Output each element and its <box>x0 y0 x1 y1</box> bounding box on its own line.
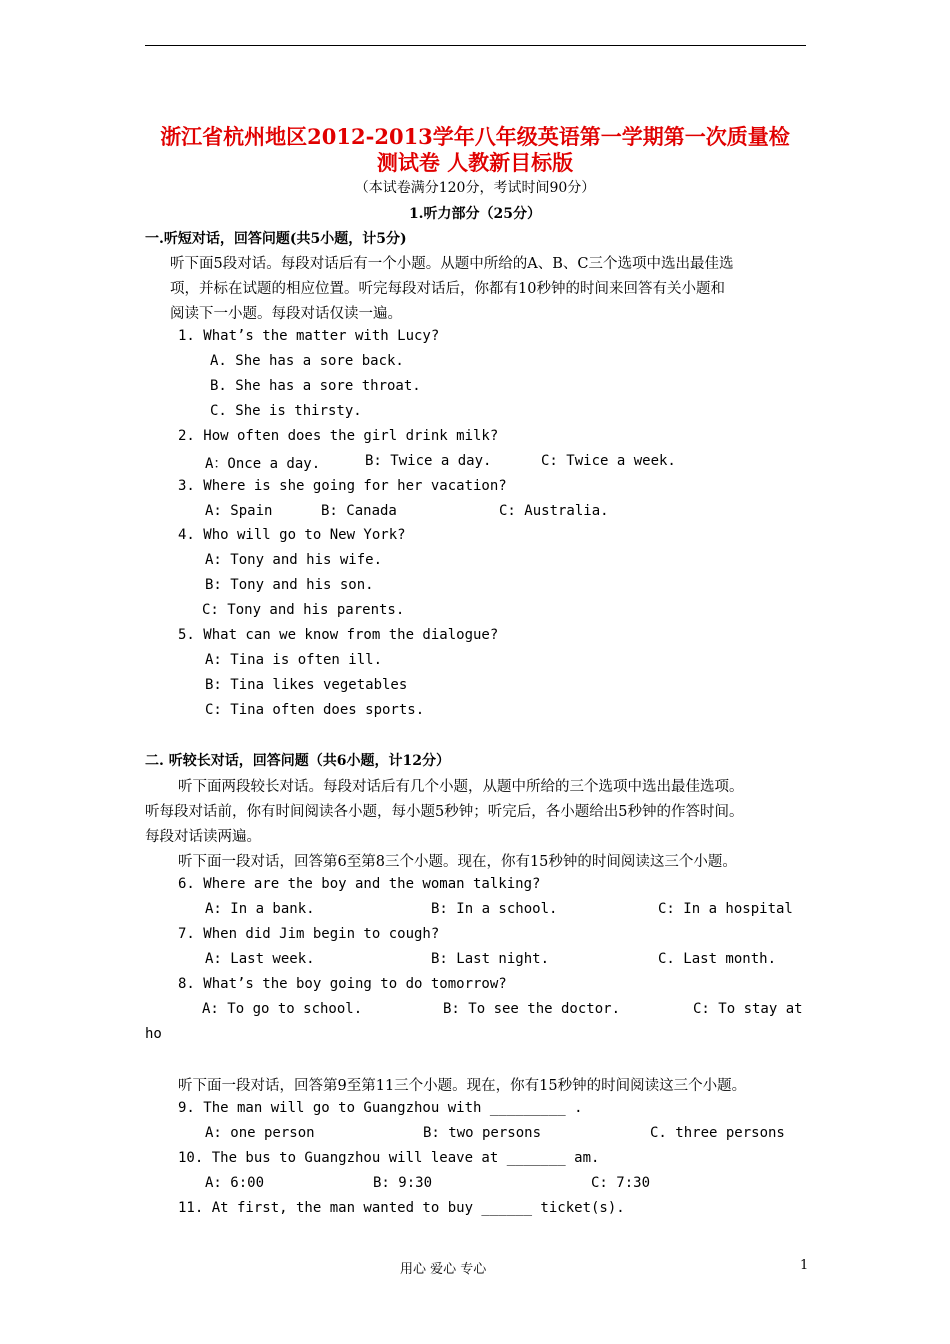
question-3-option-a: A: Spain <box>205 503 273 519</box>
question-6-option-a: A: In a bank. <box>205 901 315 917</box>
section-2-intro-line: 听下面两段较长对话。每段对话后有几个小题，从题中所给的三个选项中选出最佳选项。 <box>178 779 744 795</box>
question-2-option-c: C: Twice a week. <box>541 453 676 469</box>
question-9-option-c: C. three persons <box>650 1125 785 1141</box>
question-6-option-c: C: In a hospital <box>658 901 793 917</box>
question-8-option-a: A: To go to school. <box>202 1001 363 1017</box>
question-7-option-b: B: Last night. <box>431 951 550 967</box>
page-number: 1 <box>800 1258 809 1273</box>
section-2-intro-line: 每段对话读两遍。 <box>145 829 261 845</box>
question-9-option-a: A: one person <box>205 1125 315 1141</box>
question-8-option-b: B: To see the doctor. <box>443 1001 621 1017</box>
question-1-option-c: C. She is thirsty. <box>210 403 362 419</box>
question-4-option-c: C: Tony and his parents. <box>202 602 405 618</box>
question-6-option-b: B: In a school. <box>431 901 558 917</box>
question-1-option-a: A. She has a sore back. <box>210 353 404 369</box>
question-2-stem: 2. How often does the girl drink milk? <box>178 428 499 444</box>
question-5-option-a: A: Tina is often ill. <box>205 652 383 668</box>
title-line-2: 测试卷 人教新目标版 <box>376 150 574 175</box>
question-9-option-b: B: two persons <box>423 1125 542 1141</box>
section-1-intro-line: 阅读下一小题。每段对话仅读一遍。 <box>170 306 402 322</box>
question-9-stem: 9. The man will go to Guangzhou with _________ . <box>178 1100 583 1116</box>
question-7-option-a: A: Last week. <box>205 951 315 967</box>
question-4-option-a: A: Tony and his wife. <box>205 552 383 568</box>
question-3-option-c: C: Australia. <box>499 503 609 519</box>
question-5-option-c: C: Tina often does sports. <box>205 702 425 718</box>
title-line-1: 浙江省杭州地区2012-2013学年八年级英语第一学期第一次质量检 <box>160 124 790 149</box>
exam-info: （本试卷满分120分，考试时间90分） <box>354 180 596 196</box>
question-1-option-b: B. She has a sore throat. <box>210 378 421 394</box>
question-6-stem: 6. Where are the boy and the woman talking? <box>178 876 541 892</box>
question-10-stem: 10. The bus to Guangzhou will leave at _______ am. <box>178 1150 600 1166</box>
question-8-option-c: C: To stay at <box>693 1001 803 1017</box>
section-1-intro-line: 听下面5段对话。每段对话后有一个小题。从题中所给的A、B、C三个选项中选出最佳选 <box>170 256 734 272</box>
question-3-stem: 3. Where is she going for her vacation? <box>178 478 507 494</box>
question-1-stem: 1. What’s the matter with Lucy? <box>178 328 440 344</box>
question-3-option-b: B: Canada <box>321 503 397 519</box>
question-4-option-b: B: Tony and his son. <box>205 577 374 593</box>
section-2-heading: 二. 听较长对话，回答问题（共6小题，计12分） <box>145 753 450 769</box>
question-8-option-c-continued: ho <box>145 1026 162 1042</box>
dialogue-1-instruction: 听下面一段对话，回答第6至第8三个小题。现在，你有15秒钟的时间阅读这三个小题。 <box>178 854 737 870</box>
question-5-stem: 5. What can we know from the dialogue? <box>178 627 499 643</box>
section-2-intro-line: 听每段对话前，你有时间阅读各小题，每小题5秒钟；听完后，各小题给出5秒钟的作答时间。 <box>145 804 744 820</box>
question-10-option-c: C: 7:30 <box>591 1175 651 1191</box>
question-11-stem: 11. At first, the man wanted to buy ______ ticket(s). <box>178 1200 625 1216</box>
question-2-option-a: A：Once a day. <box>205 456 321 472</box>
question-8-stem: 8. What’s the boy going to do tomorrow? <box>178 976 507 992</box>
dialogue-2-instruction: 听下面一段对话，回答第9至第11三个小题。现在，你有15秒钟的时间阅读这三个小题。 <box>178 1078 747 1094</box>
question-7-option-c: C. Last month. <box>658 951 777 967</box>
question-2-option-b: B: Twice a day. <box>365 453 492 469</box>
question-7-stem: 7. When did Jim begin to cough? <box>178 926 440 942</box>
section-1-heading: 一.听短对话，回答问题(共5小题，计5分) <box>145 231 407 247</box>
question-10-option-a: A: 6:00 <box>205 1175 265 1191</box>
part-1-heading: 1.听力部分（25分） <box>408 206 542 222</box>
section-1-intro-line: 项，并标在试题的相应位置。听完每段对话后，你都有10秒钟的时间来回答有关小题和 <box>170 281 725 297</box>
question-10-option-b: B: 9:30 <box>373 1175 433 1191</box>
footer-motto: 用心 爱心 专心 <box>400 1262 487 1277</box>
header-rule <box>145 45 806 46</box>
question-4-stem: 4. Who will go to New York? <box>178 527 406 543</box>
question-5-option-b: B: Tina likes vegetables <box>205 677 408 693</box>
